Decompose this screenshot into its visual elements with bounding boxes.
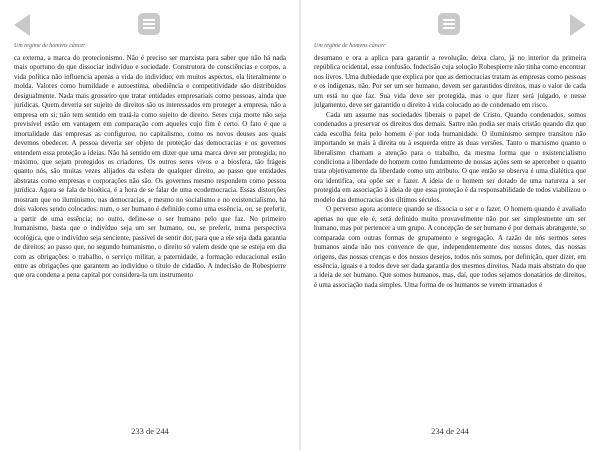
menu-list-icon: [143, 19, 155, 21]
paragraph: Cada um assume nas sociedades liberais o papel de Cristo. Quando condenados, somos condenados a preservar os direitos dos demais. Sartre não podia ser mais cristão quando diz que cada escolha feita pelo homem é por toda humanidade. O iluminismo sempre transitou não importando se mais à direita ou à esquerda entre as duas versões. Tanto o marxismo quanto o liberalismo chamam a atenção para o trabalho, da mesma forma que o existencialismo condiciona a liberdade do homem como fundamento de nossas ações sem se aperceber o quanto trata objetivamente da liberdade como um atributo. O que então se observa é uma dialética que ora identifica, ora opõe ser e fazer. A ideia de o homem ser dotado de uma natureza a ser protegida em associação à ideia de que essa proteção é da responsabilidade de todos viabilizou o modelo das democracias dos últimos séculos.: [314, 110, 586, 204]
page-body-text: [14, 54, 286, 281]
menu-list-icon: [443, 19, 455, 21]
menu-button[interactable]: [438, 13, 460, 35]
paragraph: ca externa, a marca do protecionismo. Não é preciso ser marxista para saber que não há nada mais oportuno do que dissociar indivíduo e sociedade. Construtora de consciências e corpos, a vida política não influencia apenas a vida do indivíduo; em muitos aspectos, ela literalmente o molda. Valores como humildade e autoestima, obediência e competitividade são distribuídos desigualmente. Nada mais grosseiro que tratar entidades empresariais como pessoas, ainda que jurídicas. Quem deveria ser sujeito de direitos são os interessados em proteger a empresa, não a empresa em si; não tem sentido em tratá-la como sujeito de direito. Seres cuja morte não seja previsível estão em vantagem em comparação com aqueles cujo fim é certo. O fato é que a imortalidade das empresas as configurou, no capitalismo, como os novos deuses aos quais devemos obedecer. A pessoa deveria ser objeto de proteção das democracias e os governos entendem essa proteção a ideias. Não há sentido em dizer que uma marca deve ser protegida; no máximo, que sejam protegidos os criadores. Os outros seres vivos e a biosfera, tão frágeis quanto nós, são muitas vezes alijados da esfera de qualquer direito, ao passo que entidades abstratas como empresas e corporações não são. Os governos mesmo respondem como pessoa jurídica. Agora se fala de bioética, é a hora de se falar de uma ecodemocracia. Essas distorções mostram que no iluminismo, nas democracias, e mesmo no socialismo e no existencialismo, há dois valores sendo colocados: num, o ser humano é definido como uma essência, ou, se preferir, a partir de uma essência; no outro, define-se o ser humano pelo que faz. No primeiro humanismo, basta que o indivíduo seja um ser humano, ou, se preferir, numa perspectiva ecológica, que o indivíduo seja senciente, passível de sentir dor, para que a ele seja dada garantia de direitos; ao passo que, no segundo humanismo, o direito só valem desde que se esteja em dia com as obrigações: o trabalho, o serviço militar, a paternidade, a formação educacional estão entre as obrigações que garantem ao indivíduo o título de cidadão. A indecisão de Robespierre que ora condena a pena capital por considera-la um instrumento: [14, 54, 286, 280]
page-number: 234 de 244: [431, 426, 469, 436]
running-header-title: Um regime de homens câncer: [14, 43, 86, 49]
next-page-button[interactable]: [570, 14, 586, 36]
previous-page-button[interactable]: [14, 14, 30, 36]
page-number: 233 de 244: [131, 426, 169, 436]
running-header-title: Um regime de homens câncer: [314, 43, 386, 49]
menu-button[interactable]: [138, 13, 160, 35]
paragraph: O perverso agora acontece quando se dissocia o ser e o fazer. O homem quando é avaliado apenas no que ele é, será definido muito provavelmente não por ser simplesmente um ser humano, mas por pertencer a um grupo. A concepção de ser humano é por demais abrangente, se comparada com outras formas de grupamento e segregação. A razão de nós sermos seres humanos ainda não nos convence de que, independentemente dos nossos dotes, das nossas origens, das nossas crenças e dos nossos desejos, todos nós somos, por definição, quer dizer, em essência, iguais e a todos deve ser dada garantia dos mesmos direitos. Nada mais abstrato do que a ideia de ser humano. Que somos humanos, mas, daí, que todos sejamos donatários de direitos, é uma associação nada simples. Uma forma de os humanos se verem irmanados é: [314, 205, 586, 289]
paragraph: desumano e ora a aplica para garantir a revolução, deixa claro, já no interior da primeira república ocidental, essa confusão. Indecisão cuja solução Robespierre não tinha como encontrar nos livros. Uma dubiedade que explica por que as democracias tratam as empresas como pessoas e os indígenas, não. Por ser um ser humano, devem ser garantidos direitos, mas o valor de cada um está no que faz. Sua vida deve ser protegida, mas o que fizer será julgado, e nesse julgamento, deve ser garantido o direito à vida colocado ao de condenado em risco.: [314, 54, 586, 110]
right-page: [300, 0, 600, 450]
page-body-text: [314, 54, 586, 290]
